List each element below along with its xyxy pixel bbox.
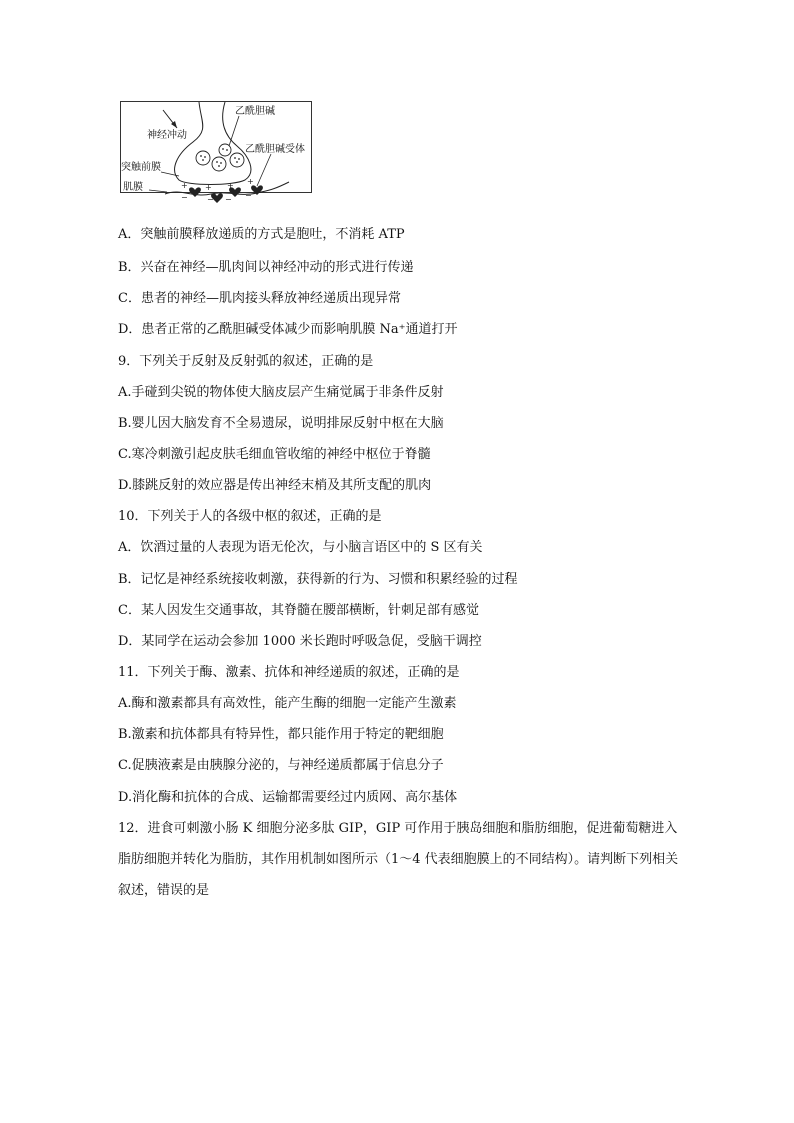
q9-option-c: C.寒冷刺激引起皮肤毛细血管收缩的神经中枢位于脊髓 bbox=[118, 447, 431, 462]
receptor-pointer bbox=[257, 154, 271, 186]
q8-option-b: B．兴奋在神经—肌肉间以神经冲动的形式进行传递 bbox=[118, 260, 414, 275]
svg-text:+: + bbox=[227, 181, 234, 190]
label-muscle-membrane: 肌膜 bbox=[123, 182, 143, 193]
q11-stem: 11．下列关于酶、激素、抗体和神经递质的叙述，正确的是 bbox=[118, 665, 460, 680]
q9-option-b: B.婴儿因大脑发育不全易遗尿，说明排尿反射中枢在大脑 bbox=[118, 416, 444, 431]
svg-text:−: − bbox=[207, 195, 214, 204]
q11-option-d: D.消化酶和抗体的合成、运输都需要经过内质网、高尔基体 bbox=[118, 790, 458, 805]
presynaptic-pointer bbox=[161, 172, 179, 176]
ach-pointer bbox=[229, 116, 239, 146]
svg-text:−: − bbox=[181, 193, 188, 202]
svg-text:+: + bbox=[247, 177, 254, 186]
q11-option-a: A.酶和激素都具有高效性，能产生酶的细胞一定能产生激素 bbox=[118, 696, 457, 711]
svg-text:−: − bbox=[245, 191, 252, 200]
q12-stem: 12．进食可刺激小肠 K 细胞分泌多肽 GIP，GIP 可作用于胰岛细胞和脂肪细胞，促进葡萄糖进入脂肪细胞并转化为脂肪，其作用机制如图所示（1～4 代表细胞膜上的不同结构）。请判断下列相关叙述，错误的是 bbox=[118, 821, 679, 898]
q10-stem: 10．下列关于人的各级中枢的叙述，正确的是 bbox=[118, 509, 382, 524]
q8-option-a: A．突触前膜释放递质的方式是胞吐，不消耗 ATP bbox=[118, 227, 405, 242]
svg-text:−: − bbox=[225, 195, 232, 204]
label-nerve-impulse: 神经冲动 bbox=[147, 130, 187, 141]
q10-option-b: B．记忆是神经系统接收刺激，获得新的行为、习惯和积累经验的过程 bbox=[118, 572, 518, 587]
synapse-diagram bbox=[120, 101, 312, 204]
q10-option-c: C．某人因发生交通事故，其脊髓在腰部横断，针刺足部有感觉 bbox=[118, 603, 479, 618]
membrane-pointer bbox=[149, 190, 167, 192]
label-presynaptic-membrane: 突触前膜 bbox=[121, 162, 161, 173]
vesicles bbox=[196, 144, 244, 171]
svg-text:+: + bbox=[205, 183, 212, 192]
label-ach-receptor: 乙酰胆碱受体 bbox=[245, 144, 305, 155]
q8-option-d: D．患者正常的乙酰胆碱受体减少而影响肌膜 Na⁺通道打开 bbox=[118, 322, 458, 337]
q10-option-a: A．饮酒过量的人表现为语无伦次，与小脑言语区中的 S 区有关 bbox=[118, 540, 483, 555]
svg-text:+: + bbox=[181, 181, 188, 190]
q10-option-d: D．某同学在运动会参加 1000 米长跑时呼吸急促，受脑干调控 bbox=[118, 634, 482, 649]
q9-stem: 9．下列关于反射及反射弧的叙述，正确的是 bbox=[118, 354, 374, 369]
q11-option-c: C.促胰液素是由胰腺分泌的，与神经递质都属于信息分子 bbox=[118, 758, 444, 773]
q11-option-b: B.激素和抗体都具有特异性，都只能作用于特定的靶细胞 bbox=[118, 727, 444, 742]
q9-option-a: A.手碰到尖锐的物体使大脑皮层产生痛觉属于非条件反射 bbox=[118, 385, 444, 400]
label-acetylcholine: 乙酰胆碱 bbox=[235, 106, 275, 117]
q8-option-c: C．患者的神经—肌肉接头释放神经递质出现异常 bbox=[118, 291, 401, 306]
q9-option-d: D.膝跳反射的效应器是传出神经末梢及其所支配的肌肉 bbox=[118, 478, 432, 493]
